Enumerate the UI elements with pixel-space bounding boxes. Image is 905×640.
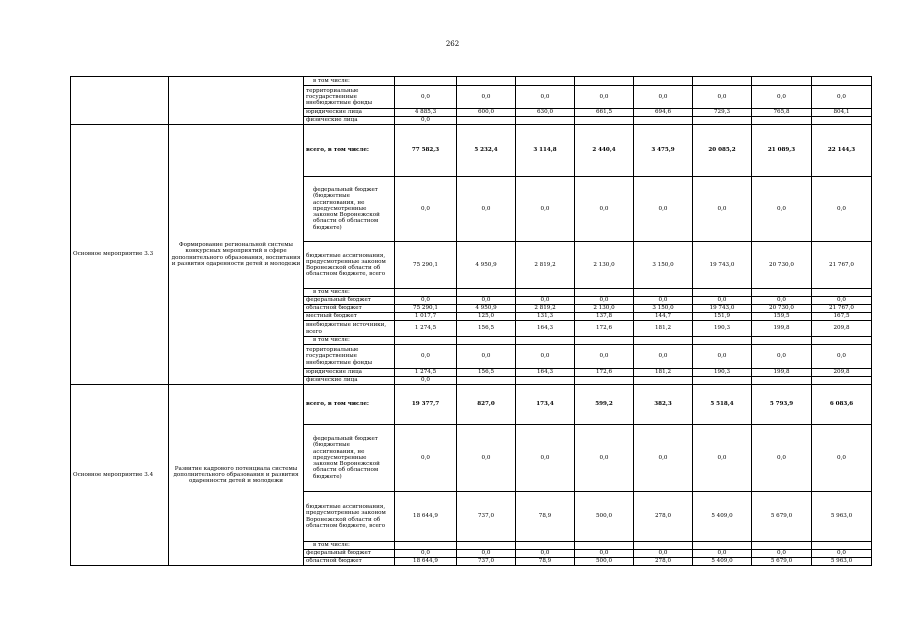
funding-source-cell: федеральный бюджет	[304, 297, 395, 305]
amount-cell	[634, 542, 693, 550]
amount-cell: 3 150,0	[634, 242, 693, 289]
amount-cell: 164,3	[516, 321, 575, 337]
amount-cell: 156,5	[457, 321, 516, 337]
amount-cell: 18 644,9	[395, 492, 457, 542]
amount-cell: 0,0	[516, 297, 575, 305]
amount-cell: 173,4	[516, 385, 575, 425]
amount-cell	[693, 337, 752, 345]
amount-cell	[752, 542, 812, 550]
amount-cell: 0,0	[395, 550, 457, 558]
amount-cell: 75 290,1	[395, 305, 457, 313]
amount-cell: 0,0	[812, 345, 872, 369]
amount-cell: 0,0	[457, 345, 516, 369]
amount-cell: 0,0	[812, 425, 872, 492]
amount-cell	[516, 77, 575, 86]
amount-cell	[575, 117, 634, 125]
amount-cell: 0,0	[693, 297, 752, 305]
amount-cell	[575, 77, 634, 86]
amount-cell: 75 290,1	[395, 242, 457, 289]
amount-cell: 2 819,2	[516, 242, 575, 289]
amount-cell: 5 679,0	[752, 558, 812, 566]
amount-cell: 156,5	[457, 369, 516, 377]
main-activity-cell: Основное мероприятие 3.4	[71, 385, 169, 566]
amount-cell: 0,0	[575, 177, 634, 242]
amount-cell: 0,0	[575, 345, 634, 369]
amount-cell: 0,0	[752, 297, 812, 305]
amount-cell	[575, 377, 634, 385]
amount-cell	[752, 289, 812, 297]
funding-source-cell: физические лица	[304, 377, 395, 385]
funding-source-cell: территориальные государственные внебюджетные фонды	[304, 86, 395, 109]
amount-cell: 181,2	[634, 321, 693, 337]
amount-cell	[812, 542, 872, 550]
amount-cell: 3 114,8	[516, 125, 575, 177]
amount-cell: 5 518,4	[693, 385, 752, 425]
funding-source-cell: юридические лица	[304, 109, 395, 117]
funding-source-cell: территориальные государственные внебюджетные фонды	[304, 345, 395, 369]
amount-cell: 4 950,9	[457, 242, 516, 289]
amount-cell: 0,0	[395, 117, 457, 125]
amount-cell: 3 475,9	[634, 125, 693, 177]
amount-cell: 77 582,3	[395, 125, 457, 177]
amount-cell	[693, 77, 752, 86]
amount-cell	[752, 117, 812, 125]
amount-cell: 209,8	[812, 321, 872, 337]
funding-source-cell: областной бюджет	[304, 305, 395, 313]
budget-table	[70, 76, 872, 566]
amount-cell	[575, 337, 634, 345]
amount-cell: 78,9	[516, 492, 575, 542]
amount-cell: 164,3	[516, 369, 575, 377]
amount-cell: 5 409,0	[693, 492, 752, 542]
amount-cell: 5 793,9	[752, 385, 812, 425]
amount-cell: 5 963,0	[812, 492, 872, 542]
amount-cell: 19 743,0	[693, 242, 752, 289]
funding-source-cell: в том числе:	[304, 542, 395, 550]
amount-cell: 20 730,0	[752, 242, 812, 289]
table-row	[71, 385, 872, 425]
amount-cell: 599,2	[575, 385, 634, 425]
amount-cell	[752, 377, 812, 385]
amount-cell: 737,0	[457, 558, 516, 566]
amount-cell	[516, 337, 575, 345]
funding-source-cell: федеральный бюджет (бюджетные ассигнования, не предусмотренные законом Воронежской области об областном бюджете)	[304, 177, 395, 242]
amount-cell: 0,0	[812, 297, 872, 305]
amount-cell: 0,0	[516, 177, 575, 242]
amount-cell: 4 885,3	[395, 109, 457, 117]
table-row	[71, 125, 872, 177]
amount-cell	[752, 77, 812, 86]
amount-cell: 144,7	[634, 313, 693, 321]
amount-cell: 172,6	[575, 369, 634, 377]
amount-cell: 21 767,0	[812, 242, 872, 289]
funding-source-cell: бюджетные ассигнования, предусмотренные законом Воронежской области об областном бюджете, всего	[304, 242, 395, 289]
amount-cell	[634, 117, 693, 125]
amount-cell: 2 440,4	[575, 125, 634, 177]
amount-cell	[395, 542, 457, 550]
amount-cell	[516, 377, 575, 385]
amount-cell: 1 274,5	[395, 369, 457, 377]
amount-cell: 0,0	[575, 425, 634, 492]
amount-cell: 20 085,2	[693, 125, 752, 177]
amount-cell: 151,9	[693, 313, 752, 321]
amount-cell	[634, 337, 693, 345]
funding-source-cell: физические лица	[304, 117, 395, 125]
amount-cell: 0,0	[752, 550, 812, 558]
amount-cell	[457, 117, 516, 125]
amount-cell: 0,0	[395, 177, 457, 242]
amount-cell: 0,0	[634, 177, 693, 242]
amount-cell: 21 767,0	[812, 305, 872, 313]
amount-cell: 0,0	[693, 86, 752, 109]
amount-cell: 5 409,0	[693, 558, 752, 566]
funding-source-cell: всего, в том числе:	[304, 125, 395, 177]
amount-cell: 500,0	[575, 492, 634, 542]
amount-cell	[457, 289, 516, 297]
amount-cell: 0,0	[752, 345, 812, 369]
amount-cell: 630,0	[516, 109, 575, 117]
amount-cell: 0,0	[752, 86, 812, 109]
amount-cell	[634, 289, 693, 297]
amount-cell: 0,0	[634, 86, 693, 109]
amount-cell	[693, 377, 752, 385]
amount-cell: 19 743,0	[693, 305, 752, 313]
amount-cell: 278,0	[634, 492, 693, 542]
amount-cell: 0,0	[693, 345, 752, 369]
amount-cell: 0,0	[395, 86, 457, 109]
page-number: 262	[445, 40, 460, 48]
amount-cell	[457, 77, 516, 86]
amount-cell: 19 377,7	[395, 385, 457, 425]
amount-cell	[516, 542, 575, 550]
amount-cell: 190,3	[693, 321, 752, 337]
amount-cell: 0,0	[516, 425, 575, 492]
amount-cell: 1 017,7	[395, 313, 457, 321]
amount-cell: 0,0	[812, 86, 872, 109]
amount-cell	[575, 542, 634, 550]
funding-source-cell: в том числе:	[304, 77, 395, 86]
funding-source-cell: бюджетные ассигнования, предусмотренные законом Воронежской области об областном бюджете, всего	[304, 492, 395, 542]
amount-cell: 159,5	[752, 313, 812, 321]
amount-cell: 694,6	[634, 109, 693, 117]
amount-cell: 0,0	[752, 177, 812, 242]
amount-cell: 0,0	[457, 550, 516, 558]
amount-cell: 765,8	[752, 109, 812, 117]
amount-cell	[693, 289, 752, 297]
amount-cell: 5 232,4	[457, 125, 516, 177]
amount-cell: 0,0	[457, 425, 516, 492]
amount-cell: 22 144,3	[812, 125, 872, 177]
amount-cell: 827,0	[457, 385, 516, 425]
amount-cell: 0,0	[693, 550, 752, 558]
table-row	[71, 77, 872, 86]
funding-source-cell: федеральный бюджет	[304, 550, 395, 558]
amount-cell: 0,0	[812, 550, 872, 558]
amount-cell: 190,3	[693, 369, 752, 377]
amount-cell	[457, 542, 516, 550]
amount-cell	[395, 77, 457, 86]
amount-cell: 661,5	[575, 109, 634, 117]
amount-cell	[812, 117, 872, 125]
amount-cell	[812, 77, 872, 86]
amount-cell: 0,0	[693, 177, 752, 242]
amount-cell: 199,8	[752, 369, 812, 377]
amount-cell: 0,0	[395, 377, 457, 385]
amount-cell	[634, 377, 693, 385]
amount-cell: 1 274,5	[395, 321, 457, 337]
amount-cell: 0,0	[575, 86, 634, 109]
amount-cell: 500,0	[575, 558, 634, 566]
amount-cell: 6 083,6	[812, 385, 872, 425]
amount-cell: 0,0	[457, 177, 516, 242]
funding-source-cell: в том числе:	[304, 337, 395, 345]
funding-source-cell: внебюджетные источники, всего	[304, 321, 395, 337]
amount-cell: 0,0	[693, 425, 752, 492]
amount-cell: 600,0	[457, 109, 516, 117]
amount-cell	[457, 377, 516, 385]
activity-description-cell: Развитие кадрового потенциала системы дополнительного образования и развития одаренности детей и молодежи	[169, 385, 304, 566]
amount-cell: 209,8	[812, 369, 872, 377]
amount-cell	[693, 542, 752, 550]
funding-source-cell: всего, в том числе:	[304, 385, 395, 425]
amount-cell: 804,1	[812, 109, 872, 117]
amount-cell: 172,6	[575, 321, 634, 337]
amount-cell: 0,0	[395, 345, 457, 369]
amount-cell	[693, 117, 752, 125]
amount-cell: 4 950,9	[457, 305, 516, 313]
amount-cell: 3 150,0	[634, 305, 693, 313]
amount-cell: 0,0	[634, 550, 693, 558]
amount-cell	[457, 337, 516, 345]
funding-source-cell: юридические лица	[304, 369, 395, 377]
amount-cell	[634, 77, 693, 86]
amount-cell: 131,3	[516, 313, 575, 321]
funding-source-cell: федеральный бюджет (бюджетные ассигнования, не предусмотренные законом Воронежской области об областном бюджете)	[304, 425, 395, 492]
budget-table-body	[71, 77, 872, 566]
amount-cell	[395, 289, 457, 297]
amount-cell: 20 730,0	[752, 305, 812, 313]
amount-cell: 0,0	[634, 297, 693, 305]
amount-cell: 2 819,2	[516, 305, 575, 313]
amount-cell: 0,0	[457, 86, 516, 109]
amount-cell: 0,0	[395, 297, 457, 305]
amount-cell	[395, 337, 457, 345]
amount-cell: 199,8	[752, 321, 812, 337]
amount-cell: 0,0	[634, 425, 693, 492]
amount-cell	[575, 289, 634, 297]
amount-cell: 382,3	[634, 385, 693, 425]
amount-cell: 21 089,3	[752, 125, 812, 177]
amount-cell: 125,0	[457, 313, 516, 321]
amount-cell: 181,2	[634, 369, 693, 377]
amount-cell	[516, 289, 575, 297]
activity-description-cell: Формирование региональной системы конкурсных мероприятий в сфере дополнительного образования, воспитания и развития одаренности детей и молодежи	[169, 125, 304, 385]
amount-cell	[812, 337, 872, 345]
amount-cell: 2 130,0	[575, 305, 634, 313]
amount-cell: 0,0	[752, 425, 812, 492]
amount-cell: 0,0	[634, 345, 693, 369]
amount-cell	[516, 117, 575, 125]
activity-description-cell	[169, 77, 304, 125]
amount-cell: 0,0	[516, 86, 575, 109]
amount-cell: 0,0	[457, 297, 516, 305]
amount-cell: 0,0	[812, 177, 872, 242]
amount-cell: 167,5	[812, 313, 872, 321]
funding-source-cell: местный бюджет	[304, 313, 395, 321]
amount-cell: 0,0	[516, 550, 575, 558]
amount-cell: 5 963,0	[812, 558, 872, 566]
amount-cell: 78,9	[516, 558, 575, 566]
main-activity-cell	[71, 77, 169, 125]
amount-cell: 18 644,9	[395, 558, 457, 566]
amount-cell: 5 679,0	[752, 492, 812, 542]
amount-cell: 137,8	[575, 313, 634, 321]
amount-cell: 729,3	[693, 109, 752, 117]
amount-cell	[812, 377, 872, 385]
amount-cell	[752, 337, 812, 345]
amount-cell: 0,0	[575, 297, 634, 305]
amount-cell: 0,0	[395, 425, 457, 492]
main-activity-cell: Основное мероприятие 3.3	[71, 125, 169, 385]
funding-source-cell: в том числе:	[304, 289, 395, 297]
amount-cell	[812, 289, 872, 297]
amount-cell: 0,0	[516, 345, 575, 369]
funding-source-cell: областной бюджет	[304, 558, 395, 566]
amount-cell: 0,0	[575, 550, 634, 558]
amount-cell: 2 130,0	[575, 242, 634, 289]
amount-cell: 737,0	[457, 492, 516, 542]
amount-cell: 278,0	[634, 558, 693, 566]
